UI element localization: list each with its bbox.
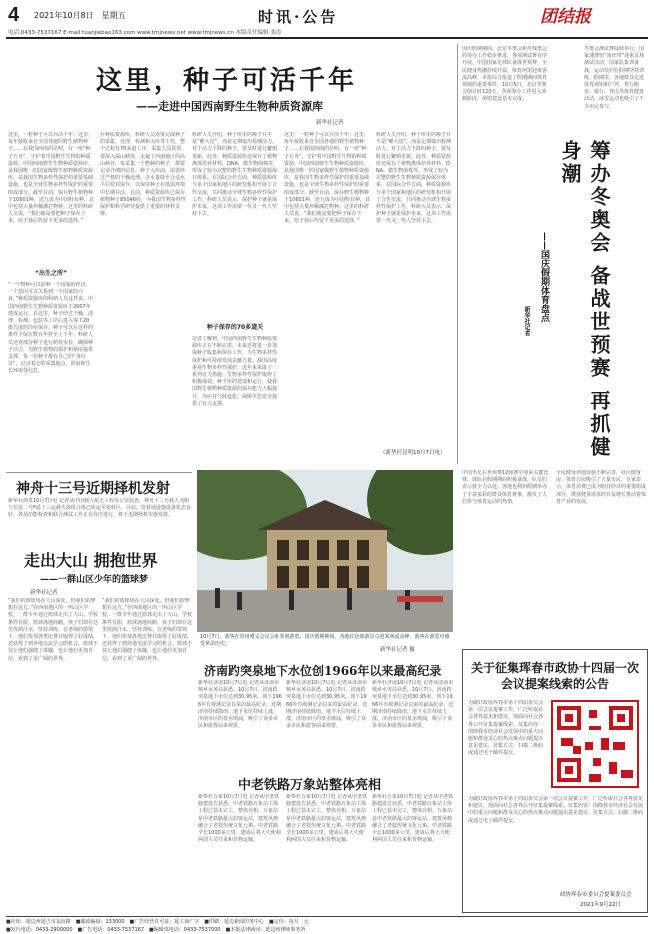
lead-col-2: “一个物种可以影响一个国家的经济，一个基因可以关系到一个国家的兴衰。”种质资源库的科研人员这样说。中国西南野生生物种质资源库于2007年建成运行，在这里，种子经过干燥、清理、检测、包装等工序后进入零下20摄氏度的冷库保存。种子可以在这样的条件下保存数百年甚至上千年。科研人员还对部分种子进行萌发实验，确保种子活力，为野生植物的保护和利用提供支撑。每一份种子都有自己的“身份证”，记录着它的采集地点、时间和生长环境等信息。 <box>8 282 94 375</box>
footer-line-2: ■发行电话：0433-2900000 ■广告电话：0433-7537167 ■编辑部电话：0433-7537000 ■本报法律顾问：延边州律师事务所 <box>6 927 306 933</box>
footer <box>6 916 648 934</box>
notice-text-2: 为做好政协珲春市第十四届委员会第一次会议提案工作，广泛听取社会各界意见和建议，现面向社会各界公开征集提案线索。征集内容：围绕我市经济社会发展中的重大问题和群众关心的热点难点问题提出意见建议。征集方式：扫描二维码或通过电子邮件提交。 <box>468 796 644 824</box>
photo-caption: 10月7日，游客在贵州遵义会议会址参观游览。国庆假期期间，各地红色旅游景点迎来客流高峰，游客在游览中感受革命历史。 <box>200 634 450 647</box>
olympics-col-4: 全民健身场地设施不断完善，社区健身房、体育公园吸引了大量市民。专家表示，体育消费已成为假日经济的重要组成部分，群众健身需求的日益增长推动着体育产业的发展。 <box>556 470 647 505</box>
lead-col-3: 在种质资源库，科研人员需要完成种子的采集、处理、检测和入库等工作，整个过程有70多道工序。采集人员常常要深入深山峡谷，走遍了西南地区的高山峡谷，每采集一个物种的种子，都要记录详细的信息。种子入库前，需要经过严格的干燥处理，含水量降至合适水平后密封保存，以保证种子在低温环境中长期存活。目前，种质资源库已保存植物种子85046份，为我国生物多样性保护和科学研究提供了重要的材料支撑。 <box>100 132 186 218</box>
zunyi-photo-illustration <box>197 470 453 632</box>
olympics-byline: 新华社记者 <box>523 306 530 336</box>
olympics-col-2: 冬奥会测试赛陆续举行，国家速滑馆“冰丝带”迎来首场测试活动。国家队集训备战，运动员们在假期坚持训练。假期里，各地群众走进体育场馆和户外，参与跑步、骑行、登山等体育健身活动，冰雪运动也吸引了不少市民参与。 <box>584 46 645 110</box>
lead-title: 这里，种子可活千年 <box>96 66 358 96</box>
basketball-subtitle: ——一群山区少年的篮球梦 <box>40 575 149 585</box>
lead-subhead-1: “出生之所” <box>35 270 67 277</box>
issue-date: 2021年10月8日 星期五 <box>34 11 126 20</box>
jinan-col-2: 新华社济南10月7日电 记者从济南市城乡水务局获悉，10月7日，济南趵突泉地下水位达到30.95米，创下1966年有观测记录以来的最高纪录。近期济南持续降雨，地下水位持续上涨，济南市区的泉水喷涌，吸引了众多市民和游客前来观赏。 <box>286 680 368 730</box>
jinan-title: 济南趵突泉地下水位创1966年以来最高纪录 <box>204 664 442 678</box>
contact-line: 电话:0433-7537167 E-mail:tuanjiebao163.com www.tmjnews.net www.tmjnews.cn 本版责任编辑 张涛 <box>8 30 282 36</box>
masthead-logo: 团结报 <box>540 7 591 27</box>
lead-col-1: 这里，一粒种子可以存活千年；这里，每年接收来自全国各地的野生植物种子……在我国西南的昆明，有一座“种子方舟”，守护着中国野生生物的种质资源。中国西南野生生物种质资源库，是我国唯一的国家级野生植物种质资源库，是我国生物多样性保护的重要基础设施，也是全球生物多样性保护的重要组成部分。截至目前，保存野生植物种子10601种，近九成为中国特有种，其中包括大量珍稀濒危物种。这里的科研人员说，“我们就是要把种子保存下来，给子孙后代留下更多的选择。” <box>8 132 94 225</box>
lead-col-4: 科研人员介绍，种子库里的种子并不是“睡大觉”，而是定期取出检测活力。对于活力下降的种子，要及时进行繁殖更新。此外，种质资源库还保存了植物离体培养材料、DNA、微生物菌株等，形成了较为完整的野生生物种质资源保存体系。在国际合作方面，种质资源库与多个国家和地区的研究机构开展了合作交流，共同推动全球生物多样性保护工作。科研人员表示，保护种子就是保护未来，这项工作需要一代又一代人坚持下去。 <box>192 132 278 218</box>
lead-subtitle: ——走进中国西南野生生物种质资源库 <box>136 100 323 113</box>
basketball-title: 走出大山 拥抱世界 <box>24 551 158 570</box>
railway-col-1: 新华社万象10月7日电 记者从中老铁路建设方获悉，中老铁路万象站主体工程已基本完工，整体亮相。万象站是中老铁路最大的客运站，建筑风格融合了老挝传统文化元素。中老铁路全长1000多公里，建成后将大大便利两国人员往来和货物运输。 <box>198 794 281 844</box>
header-rule <box>6 37 648 39</box>
zunyi-photo <box>197 470 453 632</box>
olympics-col-1: 国庆假期期间，北京冬奥会和冬残奥会的筹办工作稳步推进，各项测试赛有序开展。中国国家足球队备战世预赛，全民健身热潮持续升温，体育场馆迎来客流高峰。本报综合报道了假期期间体育领域的重要事件。10月5日，北京冬奥会倒计时120天，各项筹办工作进入冲刺阶段，场馆建设基本完成。 <box>462 46 548 103</box>
qr-code-icon <box>553 702 637 786</box>
shenzhou-text: 新华社酒泉10月7日电 记者从中国载人航天工程办公室获悉，神舟十三号载人飞船与长征二号F遥十三运载火箭组合体已转运至发射区。目前，发射场设施设备状态良好，各项功能检查和联合测试工作正在有序进行，将于近期择机实施发射。 <box>8 498 191 519</box>
railway-title: 中老铁路万象站整体亮相 <box>238 778 382 793</box>
lead-col-7: 科研人员介绍，种子库里的种子并不是“睡大觉”，而是定期取出检测活力。对于活力下降的种子，要及时进行繁殖更新。此外，种质资源库还保存了植物离体培养材料、DNA、微生物菌株等，形成了较为完整的野生生物种质资源保存体系。在国际合作方面，种质资源库与多个国家和地区的研究机构开展了合作交流，共同推动全球生物多样性保护工作。科研人员表示，保护种子就是保护未来，这项工作需要一代又一代人坚持下去。 <box>376 132 452 225</box>
section-divider <box>6 472 192 473</box>
basketball-byline: 新华社记者 <box>30 590 58 596</box>
jinan-col-3: 新华社济南10月7日电 记者从济南市城乡水务局获悉，10月7日，济南趵突泉地下水位达到30.95米，创下1966年有观测记录以来的最高纪录。近期济南持续降雨，地下水位持续上涨，济南市区的泉水喷涌，吸引了众多市民和游客前来观赏。 <box>372 680 454 730</box>
lead-col-6: 这里，一粒种子可以存活千年；这里，每年接收来自全国各地的野生植物种子……在我国西南的昆明，有一座“种子方舟”，守护着中国野生生物的种质资源。中国西南野生生物种质资源库，是我国唯一的国家级野生植物种质资源库，是我国生物多样性保护的重要基础设施，也是全球生物多样性保护的重要组成部分。截至目前，保存野生植物种子10601种，近九成为中国特有种，其中包括大量珍稀濒危物种。这里的科研人员说，“我们就是要把种子保存下来，给子孙后代留下更多的选择。” <box>284 132 370 225</box>
column-divider <box>457 44 458 464</box>
olympics-vertical-sub: ——国庆假期体育盘点 <box>539 232 549 322</box>
footer-line-1: ■社址：延边州延吉市友谊路 ■邮政编码：133000 ■广告经营许可证：延工商广字 ■印刷：延边新闻印务中心 ■定价：每月 元 <box>6 919 309 925</box>
basketball-col-1: “我们的篮球场在大山深处，但我们的梦想在远方。”在西南地区的一所山区学校，一群少年通过篮球走出了大山。学校条件有限，篮球场地简陋，孩子们却在这里挥洒汗水，坚持训练。在老师的带领下，他们参加各类比赛并取得了好成绩，还获得了到外地交流学习的机会。篮球不仅让他们强健了体魄，也让他们更加自信，看到了更广阔的世界。 <box>8 598 98 662</box>
page-number: 4 <box>8 4 20 26</box>
lead-col-5: 记者了解到，中国西南野生生物种质资源库正在不断完善，未来还将进一步加强种子收集和保存工作，为生物多样性保护和可持续发展贡献力量。我国高度重视生物多样性保护，近年来采取了一系列有力措施，生物多样性保护取得了积极成效。种子库的建设和运行，使我国野生植物种质资源的保存能力大幅提升，为应对气候变化、保障生态安全提供了有力支撑。 <box>192 336 278 407</box>
qr-code <box>551 700 639 788</box>
photo-credit: 新华社记者 摄 <box>380 647 415 653</box>
section-title: 时讯·公告 <box>258 8 339 26</box>
notice-sign: 政协珲春市委员会提案委员会 <box>560 892 632 898</box>
railway-col-2: 新华社万象10月7日电 记者从中老铁路建设方获悉，中老铁路万象站主体工程已基本完工，整体亮相。万象站是中老铁路最大的客运站，建筑风格融合了老挝传统文化元素。中老铁路全长1000多公里，建成后将大大便利两国人员往来和货物运输。 <box>286 794 368 844</box>
notice-date: 2021年9月22日 <box>580 902 621 908</box>
olympics-col-3: 中国男足在世预赛12强赛中迎来关键比赛，球队在假期期间积极备战，队员们表示将全力以赴。各地也利用假期举办了丰富多彩的群众体育赛事，激发了人们参与体育运动的热情。 <box>462 470 549 505</box>
olympics-vertical-title: 筹办冬奥会 备战世预赛 再抓健身潮 <box>558 140 611 459</box>
notice-title: 关于征集珲春市政协十四届一次会议提案线索的公告 <box>470 661 639 691</box>
lead-credit: （新华社昆明10月7日电） <box>380 450 446 456</box>
shenzhou-title: 神舟十三号近期择机发射 <box>16 481 170 497</box>
jinan-col-1: 新华社济南10月7日电 记者从济南市城乡水务局获悉，10月7日，济南趵突泉地下水位达到30.95米，创下1966年有观测记录以来的最高纪录。近期济南持续降雨，地下水位持续上涨，济南市区的泉水喷涌，吸引了众多市民和游客前来观赏。 <box>198 680 282 730</box>
lead-subhead-2: 种子保存的70多道关 <box>206 324 264 331</box>
notice-text-1: 为做好政协珲春市第十四届委员会第一次会议提案工作，广泛听取社会各界意见和建议，现面向社会各界公开征集提案线索。征集内容：围绕我市经济社会发展中的重大问题和群众关心的热点难点问题提出意见建议。征集方式：扫描二维码或通过电子邮件提交。 <box>468 700 544 757</box>
lead-byline: 新华社记者 <box>316 120 344 126</box>
railway-col-3: 新华社万象10月7日电 记者从中老铁路建设方获悉，中老铁路万象站主体工程已基本完工，整体亮相。万象站是中老铁路最大的客运站，建筑风格融合了老挝传统文化元素。中老铁路全长1000多公里，建成后将大大便利两国人员往来和货物运输。 <box>372 794 454 844</box>
basketball-col-2: “我们的篮球场在大山深处，但我们的梦想在远方。”在西南地区的一所山区学校，一群少年通过篮球走出了大山。学校条件有限，篮球场地简陋，孩子们却在这里挥洒汗水，坚持训练。在老师的带领下，他们参加各类比赛并取得了好成绩，还获得了到外地交流学习的机会。篮球不仅让他们强健了体魄，也让他们更加自信，看到了更广阔的世界。 <box>102 598 192 662</box>
